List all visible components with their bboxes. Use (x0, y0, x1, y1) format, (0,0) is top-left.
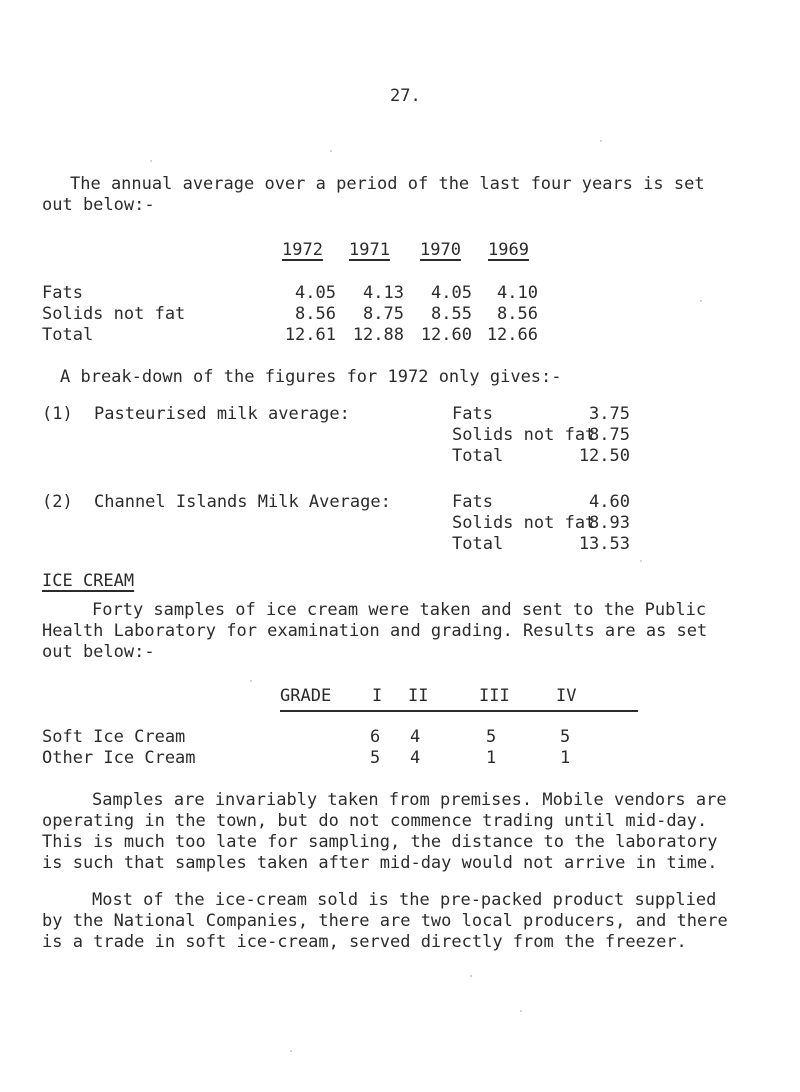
breakdown-label: Total (452, 534, 504, 554)
paragraph-line: is a trade in soft ice-cream, served directly from the freezer. (42, 932, 687, 952)
paragraph-line: out below:- (42, 642, 155, 662)
breakdown-label: Fats (452, 404, 493, 424)
scan-speck (250, 680, 252, 682)
table-cell: 4.13 (363, 283, 404, 303)
row-label-snf: Solids not fat (42, 304, 186, 324)
grade-row-label: Soft Ice Cream (42, 727, 186, 747)
breakdown-value: 4.60 (589, 492, 630, 512)
breakdown-label: Fats (452, 492, 493, 512)
grade-header-row (280, 688, 638, 712)
grade-cell: 6 (370, 727, 381, 747)
table-cell: 4.05 (431, 283, 472, 303)
scan-speck (600, 140, 602, 142)
breakdown-number: (2) (42, 492, 73, 512)
table-cell: 4.10 (497, 283, 538, 303)
grade-cell: 4 (410, 727, 421, 747)
year-header: 1972 (282, 240, 323, 260)
intro-line-2: out below:- (42, 195, 155, 215)
breakdown-label: Solids not fat (452, 513, 596, 533)
section-heading: ICE CREAM (42, 571, 135, 591)
table-cell: 8.55 (431, 304, 472, 324)
grade-col: IV (556, 686, 577, 706)
scan-speck (700, 300, 702, 302)
scan-speck (330, 150, 332, 152)
year-header: 1971 (349, 240, 390, 260)
table-cell: 4.05 (295, 283, 336, 303)
scan-speck (640, 560, 642, 562)
grade-cell: 1 (486, 748, 497, 768)
scan-speck (520, 1010, 522, 1012)
breakdown-title: Channel Islands Milk Average: (94, 492, 391, 512)
breakdown-label: Solids not fat (452, 425, 596, 445)
table-cell: 12.66 (486, 325, 538, 345)
table-cell: 8.56 (497, 304, 538, 324)
row-label-total: Total (42, 325, 94, 345)
table-cell: 12.61 (284, 325, 336, 345)
row-label-fats: Fats (42, 283, 83, 303)
paragraph-line: This is much too late for sampling, the distance to the laboratory (42, 832, 718, 852)
grade-header: GRADE (280, 686, 332, 706)
breakdown-value: 8.75 (589, 425, 630, 445)
grade-row-label: Other Ice Cream (42, 748, 196, 768)
paragraph-line: Health Laboratory for examination and grading. Results are as set (42, 621, 708, 641)
grade-cell: 1 (560, 748, 571, 768)
breakdown-value: 12.50 (578, 446, 630, 466)
scan-speck (470, 975, 472, 977)
grade-cell: 4 (410, 748, 421, 768)
grade-cell: 5 (370, 748, 381, 768)
paragraph-line: operating in the town, but do not commence trading until mid-day. (42, 811, 708, 831)
breakdown-value: 3.75 (589, 404, 630, 424)
paragraph-line: is such that samples taken after mid-day would not arrive in time. (42, 853, 718, 873)
grade-col: II (408, 686, 429, 706)
year-header: 1969 (488, 240, 529, 260)
breakdown-title: Pasteurised milk average: (94, 404, 350, 424)
grade-cell: 5 (560, 727, 571, 747)
breakdown-value: 8.93 (589, 513, 630, 533)
grade-cell: 5 (486, 727, 497, 747)
page-number: 27. (390, 86, 421, 106)
breakdown-number: (1) (42, 404, 73, 424)
paragraph-line: by the National Companies, there are two local producers, and there (42, 911, 728, 931)
intro-line-1: The annual average over a period of the last four years is set (70, 174, 705, 194)
grade-col: III (479, 686, 510, 706)
breakdown-label: Total (452, 446, 504, 466)
paragraph-line: Most of the ice-cream sold is the pre-packed product supplied (92, 890, 717, 910)
scan-speck (150, 160, 152, 162)
paragraph-line: Forty samples of ice cream were taken and sent to the Public (92, 600, 707, 620)
paragraph-line: Samples are invariably taken from premises. Mobile vendors are (92, 790, 727, 810)
scan-speck (290, 1050, 292, 1052)
breakdown-intro: A break-down of the figures for 1972 only gives:- (60, 367, 562, 387)
table-cell: 12.60 (420, 325, 472, 345)
table-cell: 8.75 (363, 304, 404, 324)
breakdown-value: 13.53 (578, 534, 630, 554)
year-header: 1970 (420, 240, 461, 260)
table-cell: 12.88 (352, 325, 404, 345)
table-cell: 8.56 (295, 304, 336, 324)
grade-col: I (372, 686, 383, 706)
